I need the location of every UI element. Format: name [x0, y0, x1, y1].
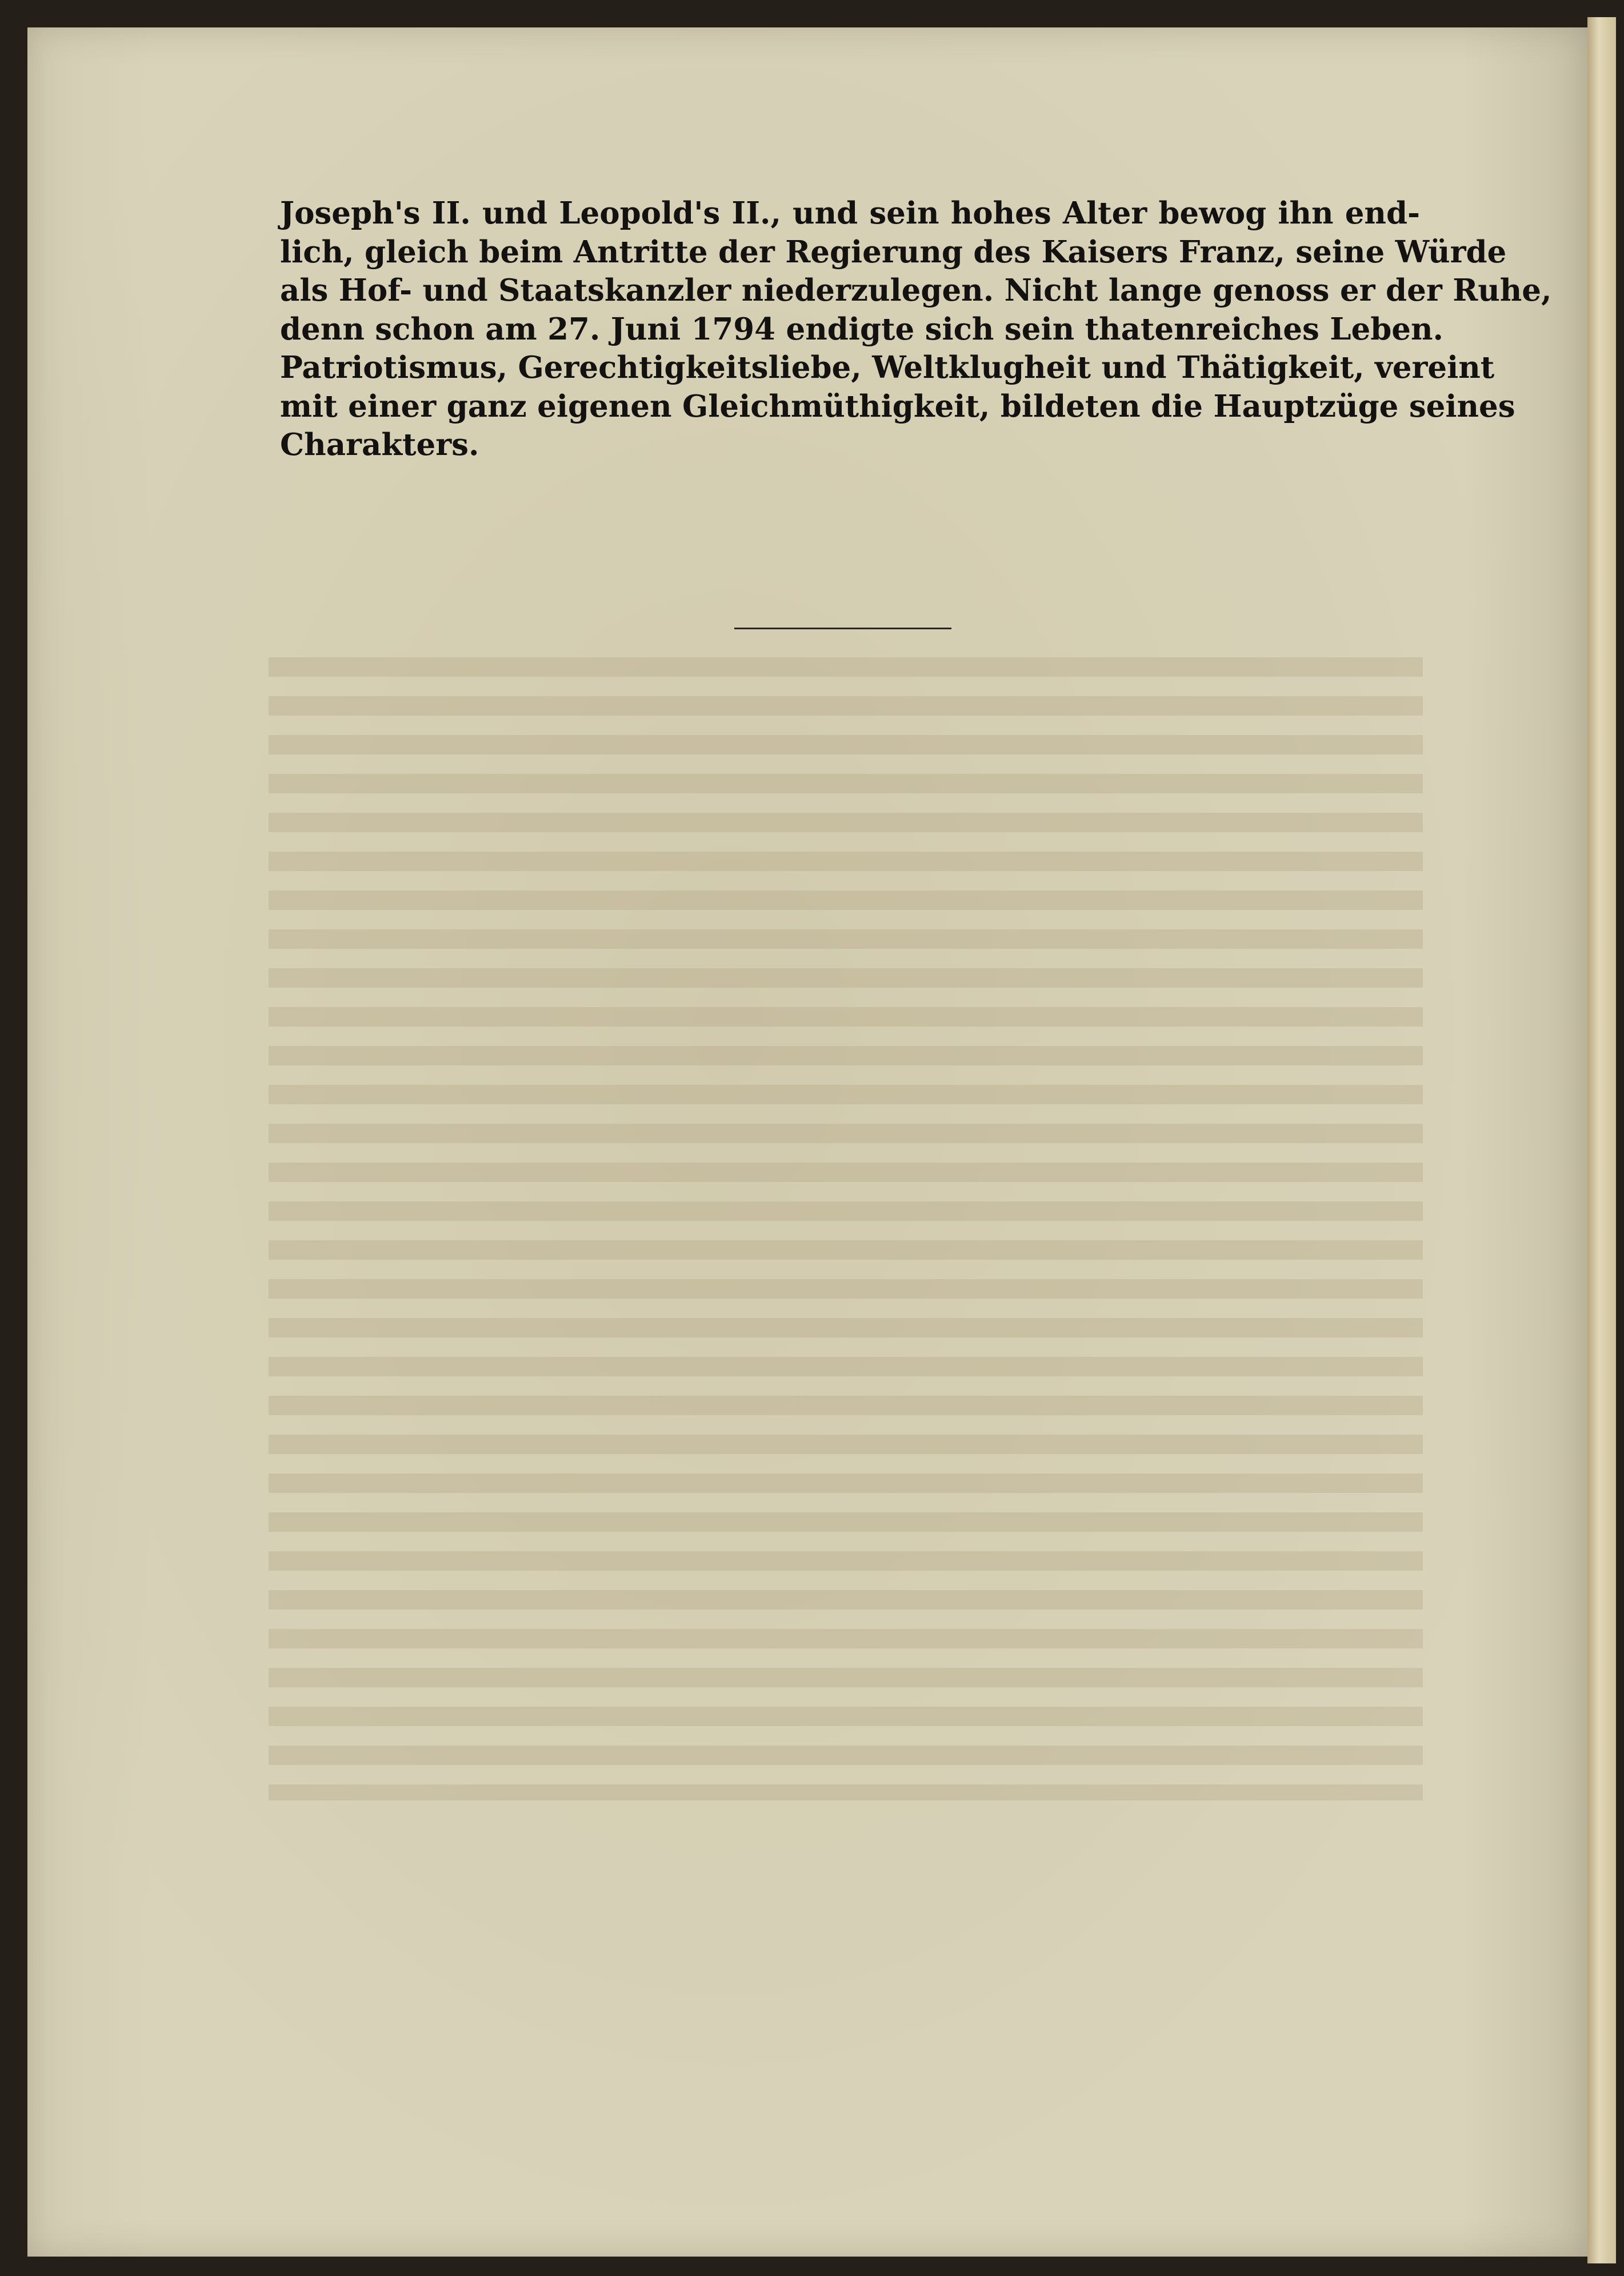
page-edge: [1587, 17, 1616, 2263]
separator-rule: [734, 628, 951, 629]
body-paragraph: [280, 194, 1552, 465]
show-through-text: [269, 657, 1423, 1800]
text-line: denn schon am 27. Juni 1794 endigte sich sein thatenreiches Leben.: [280, 311, 1443, 347]
text-line: Charakters.: [280, 427, 479, 462]
text-line: Patriotismus, Gerechtigkeitsliebe, Weltklugheit und Thätigkeit, vereint: [280, 350, 1495, 385]
text-line: als Hof- und Staatskanzler niederzulegen. Nicht lange genoss er der Ruhe,: [280, 273, 1552, 308]
text-line: Joseph's II. und Leopold's II., und sein hohes Alter bewog ihn end-: [280, 195, 1420, 231]
text-line: lich, gleich beim Antritte der Regierung des Kaisers Franz, seine Würde: [280, 234, 1507, 270]
text-line: mit einer ganz eigenen Gleichmüthigkeit, bildeten die Hauptzüge seines: [280, 388, 1515, 424]
